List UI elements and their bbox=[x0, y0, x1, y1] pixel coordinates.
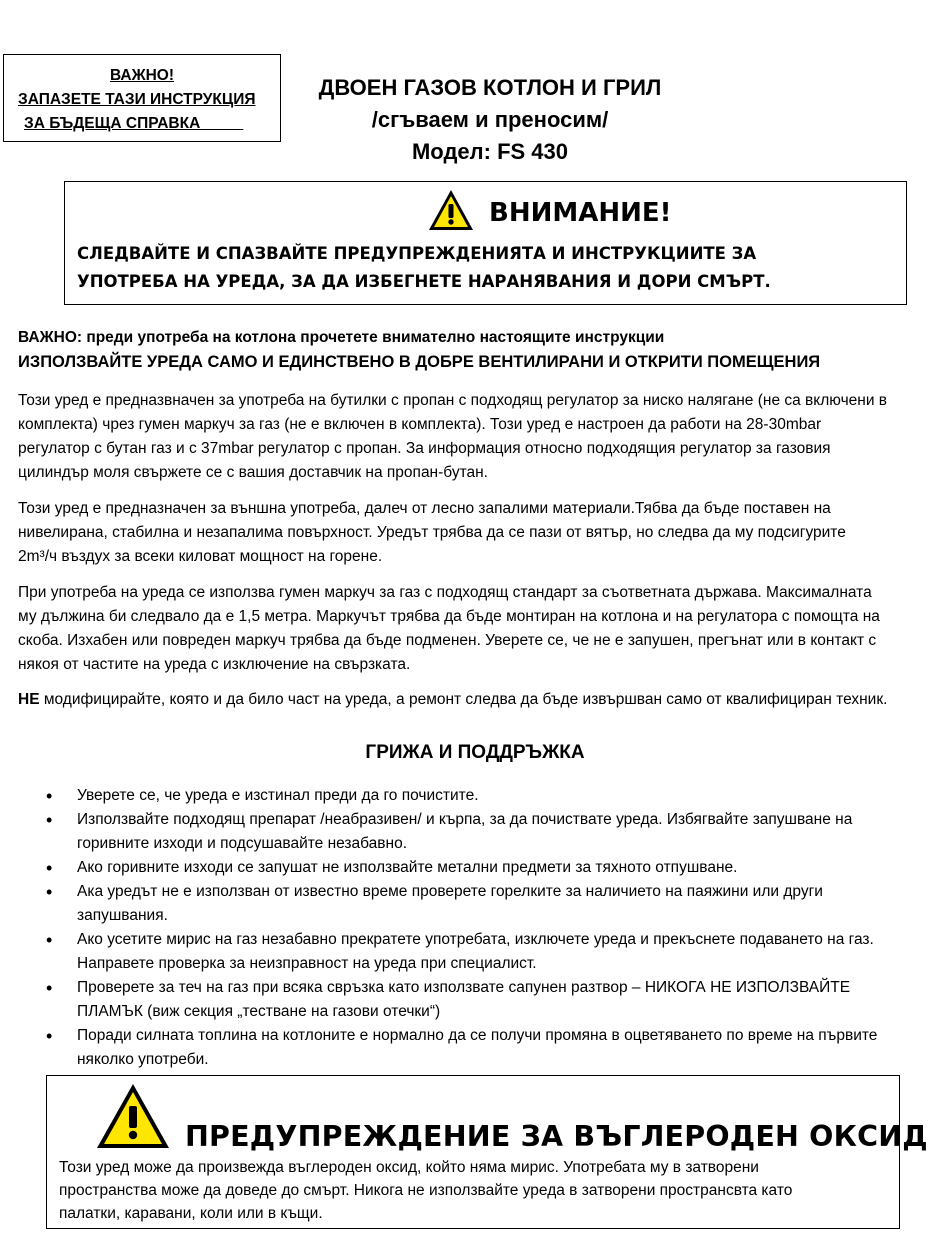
warning-title-row bbox=[427, 188, 671, 238]
warning-triangle-icon bbox=[95, 1082, 171, 1155]
paragraph-hose: При употреба на уреда се използва гумен маркуч за газ с подходящ стандарт за съответната държава. Максималната му дължина би следвало да е 1,5 метра. Маркучът трябва да бъде монтиран на котлона и на регулатора с помощта на скоба. Изхабен или повреден маркуч трябва да бъде подменен. Уверете се, че не е запушен, прегънат или в контакт с някоя от частите на уреда с изключение на свързката. bbox=[18, 584, 880, 673]
list-item: • Използвайте подходящ препарат /неабразивен/ и кърпа, за да почиствате уреда. Избягвайте запушване на горивните изходи и подсушавайте незабавно. bbox=[46, 808, 946, 856]
care-list bbox=[46, 784, 946, 1072]
co-warning-title: ПРЕДУПРЕЖДЕНИЕ ЗА ВЪГЛЕРОДЕН ОКСИД bbox=[185, 1120, 928, 1153]
important-heading: ВАЖНО! bbox=[109, 67, 175, 84]
list-item: • Ако усетите мирис на газ незабавно прекратете употребата, изключете уреда и прекъснете подаването на газ. Направете проверка за неизправност на уреда при специалист. bbox=[46, 928, 946, 976]
list-item: • Ако горивните изходи се запушат не използвайте метални предмети за тяхното отпушване. bbox=[46, 856, 946, 880]
warning-line-2: УПОТРЕБА НА УРЕДА, ЗА ДА ИЗБЕГНЕТЕ НАРАНЯВАНИЯ И ДОРИ СМЪРТ. bbox=[77, 272, 771, 291]
keep-instructions-text: ЗАПАЗЕТЕ ТАЗИ ИНСТРУКЦИЯ bbox=[18, 91, 256, 108]
warning-text bbox=[77, 240, 898, 296]
paragraph-outdoor-use: Този уред е предназначен за външна употреба, далеч от лесно запалими материали.Тябва да бъде поставен на нивелирана, стабилна и незапалима повърхност. Уредът трябва да се пази от вятър, но следва да му подсигурите 2m³/ч въздух за всеки киловат мощност на горене. bbox=[18, 500, 846, 565]
important-note-line-1: ВАЖНО: преди употреба на котлона прочетете внимателно настоящите инструкции bbox=[18, 329, 665, 346]
warning-box bbox=[64, 181, 907, 305]
list-item: • Ака уредът не е използван от известно време проверете горелките за наличието на паяжини или други запушвания. bbox=[46, 880, 946, 928]
warning-triangle-icon bbox=[427, 188, 475, 239]
future-reference-text: ЗА БЪДЕЩА СПРАВКА bbox=[24, 115, 244, 132]
co-warning-text: Този уред може да произвежда въглероден оксид, който няма мирис. Употребата му в затворени пространства може да доведе до смърт. Никога не използвайте уреда в затворени пространсвта като палатки, каравани, коли или в къщи. bbox=[59, 1159, 793, 1222]
care-heading: ГРИЖА И ПОДДРЪЖКА bbox=[365, 742, 585, 763]
model-number: Модел: FS 430 bbox=[411, 139, 569, 164]
list-item: • Проверете за теч на газ при всяка свръзка като използвате сапунен разтвор – НИКОГА НЕ ИЗПОЛЗВАЙТЕ ПЛАМЪК (виж секция „тестване на газови отечки“) bbox=[46, 976, 946, 1024]
product-name: ДВОЕН ГАЗОВ КОТЛОН И ГРИЛ bbox=[318, 75, 662, 100]
document-title bbox=[290, 72, 690, 168]
no-modification-text: модифицирайте, която и да било част на уреда, а ремонт следва да бъде извършван само от квалифициран техник. bbox=[39, 691, 888, 708]
warning-title: ВНИМАНИЕ! bbox=[489, 198, 672, 228]
paragraph-gas-supply: Този уред е предназвначен за употреба на бутилки с пропан с подходящ регулатор за ниско налягане (не са включени в комплекта) чрез гумен маркуч за газ (не е включен в комплекта). Този уред е настроен да работи на 28-30mbar регулатор с бутан газ и с 37mbar регулатор с пропан. За информация относно подходящия регулатор за газовия цилиндър моля свържете се с вашия доставчик на пропан-бутан. bbox=[18, 392, 888, 481]
no-bold-word: НЕ bbox=[18, 691, 40, 708]
important-note-line-2: ИЗПОЛЗВАЙТЕ УРЕДА САМО И ЕДИНСТВЕНО В ДОБРЕ ВЕНТИЛИРАНИ И ОТКРИТИ ПОМЕЩЕНИЯ bbox=[18, 353, 821, 371]
product-subtitle: /сгъваем и преносим/ bbox=[371, 107, 609, 132]
paragraph-no-modification bbox=[18, 688, 943, 712]
list-item: • Поради силната топлина на котлоните е нормално да се получи промяна в оцветяването по време на първите няколко употреби. bbox=[46, 1024, 946, 1072]
list-item: • Уверете се, че уреда е изстинал преди да го почистите. bbox=[46, 784, 946, 808]
carbon-monoxide-warning-box bbox=[46, 1075, 928, 1229]
warning-line-1: СЛЕДВАЙТЕ И СПАЗВАЙТЕ ПРЕДУПРЕЖДЕНИЯТА И ИНСТРУКЦИИТЕ ЗА bbox=[77, 244, 757, 263]
important-notice-box bbox=[3, 54, 281, 142]
important-note bbox=[18, 326, 943, 374]
